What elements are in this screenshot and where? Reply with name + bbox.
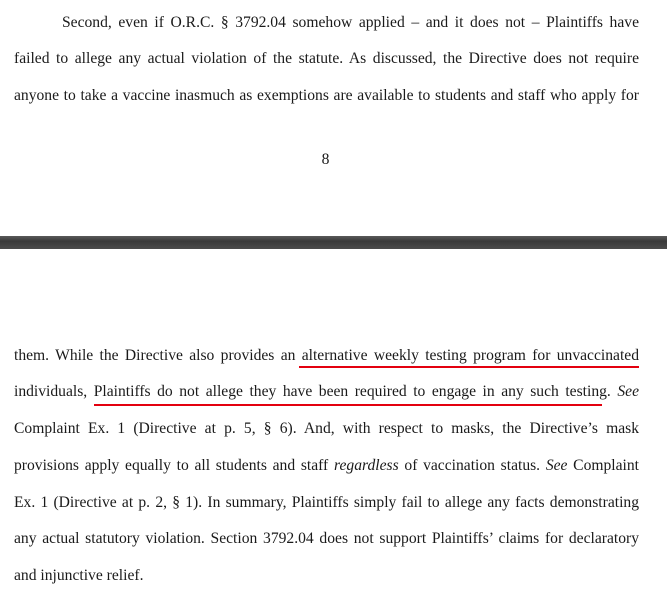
text-span: individuals, Plaintiffs do not allege they have been required to engage in any such testing. (14, 383, 611, 400)
citation-signal: See (617, 383, 639, 400)
paragraph-line: Ex. 1 (Directive at p. 2, § 1). In summary, Plaintiffs simply fail to allege any facts demonstrating (14, 494, 639, 511)
paragraph-line: any actual statutory violation. Section 3792.04 does not support Plaintiffs’ claims for declaratory (14, 530, 639, 547)
paragraph-line (14, 382, 639, 401)
paragraph-line: Second, even if O.R.C. § 3792.04 somehow applied – and it does not – Plaintiffs have (62, 14, 639, 31)
document-page-top (0, 0, 667, 236)
page-divider (0, 236, 667, 249)
emphasis-text: regardless (333, 457, 399, 474)
paragraph-line: failed to allege any actual violation of the statute. As discussed, the Directive does not require (14, 50, 639, 67)
paragraph-line: and injunctive relief. (14, 567, 144, 584)
paragraph-line (14, 456, 639, 475)
paragraph-line: them. While the Directive also provides an alternative weekly testing program for unvaccinated (14, 347, 639, 364)
text-span: provisions apply equally to all students and staff (14, 457, 329, 474)
text-span: of vaccination status. (404, 457, 541, 474)
paragraph-line: anyone to take a vaccine inasmuch as exemptions are available to students and staff who apply for (14, 87, 639, 104)
paragraph-line: Complaint Ex. 1 (Directive at p. 5, § 6). And, with respect to masks, the Directive’s mask (14, 420, 639, 437)
red-underline-annotation (299, 366, 639, 368)
text-span: Complaint (573, 457, 640, 474)
red-underline-annotation (94, 404, 602, 406)
citation-signal: See (545, 457, 568, 474)
page-number: 8 (321, 151, 330, 168)
document-page-bottom (0, 249, 667, 594)
